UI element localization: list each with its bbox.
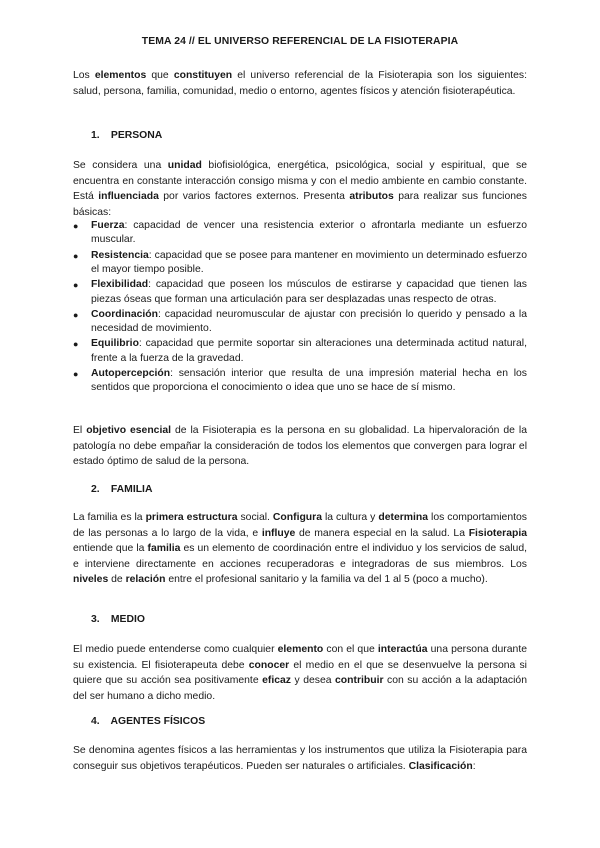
- section-number: 1.: [91, 130, 100, 141]
- list-item-term: Resistencia: [91, 249, 149, 261]
- bullet-icon: ●: [73, 339, 79, 350]
- bullet-icon: ●: [73, 309, 79, 320]
- emphasis-text: influenciada: [98, 191, 159, 202]
- body-text: Se considera una: [73, 160, 168, 171]
- emphasis-text: niveles: [73, 574, 109, 585]
- list-item-term: Autopercepción: [91, 368, 171, 380]
- emphasis-text: Fisioterapia: [468, 527, 528, 539]
- list-item: [73, 337, 527, 366]
- body-text: la cultura y: [321, 512, 379, 523]
- body-text: Los: [73, 70, 95, 81]
- emphasis-text: interactúa: [377, 644, 428, 655]
- emphasis-text: primera estructura: [145, 512, 238, 523]
- emphasis-text: objetivo esencial: [86, 425, 172, 436]
- list-item-term: Equilibrio: [91, 338, 139, 350]
- body-text: Se denomina agentes físicos a las herramientas y los instrumentos que utiliza la Fisioterapia para conseguir sus objetivos terapéuticos. Pueden ser naturales o artificiales.: [73, 745, 527, 772]
- bullet-icon: ●: [73, 369, 79, 380]
- section-title: PERSONA: [110, 130, 163, 141]
- body-text: El medio puede entenderse como cualquier: [73, 644, 278, 655]
- list-item: [73, 249, 527, 278]
- body-text: que: [146, 70, 174, 81]
- body-text: una persona durante su existencia. El fisioterapeuta debe: [73, 644, 527, 671]
- list-item: [73, 278, 527, 307]
- emphasis-text: conocer: [248, 659, 290, 671]
- page-title: TEMA 24 // EL UNIVERSO REFERENCIAL DE LA FISIOTERAPIA: [141, 36, 459, 47]
- list-item: [73, 367, 527, 396]
- emphasis-text: constituyen: [173, 70, 233, 81]
- list-item-text: : capacidad de vencer una resistencia exterior o afrontarla mediante un esfuerzo muscular.: [91, 220, 527, 246]
- body-text: social.: [237, 512, 273, 523]
- body-text: El: [73, 425, 87, 436]
- emphasis-text: influye: [261, 527, 296, 539]
- list-item-term: Flexibilidad: [91, 279, 149, 291]
- persona-paragraph: [73, 158, 527, 220]
- body-text: :: [472, 760, 476, 772]
- section-title: FAMILIA: [110, 484, 153, 495]
- body-text: el universo referencial de la Fisioterapia son los siguientes: salud, persona, familia, comunidad, medio o entorno, agentes físicos y atención fisioterapéutica.: [73, 70, 527, 97]
- emphasis-text: familia: [147, 543, 181, 554]
- body-text: de: [108, 574, 126, 585]
- body-text: de manera especial en la salud. La: [295, 527, 469, 539]
- section-heading-agentes-fisicos: [91, 716, 205, 727]
- medio-paragraph: [73, 642, 527, 704]
- body-text: de la Fisioterapia es la persona en su globalidad. La hipervaloración de la patología no debe empañar la consideración de todos los elementos que convergen para lograr el estado óptimo de salud de la persona.: [73, 425, 527, 467]
- list-item-term: Coordinación: [91, 308, 158, 320]
- list-item-text: : sensación interior que resulta de una impresión material hecha en los sentidos que proporciona el conocimiento o idea que uno se hace de sí mismo.: [91, 368, 527, 394]
- intro-paragraph: [73, 68, 527, 99]
- persona-attributes-list: [73, 219, 527, 397]
- body-text: con su acción a la adaptación del ser humano a dicho medio.: [73, 675, 527, 702]
- emphasis-text: atributos: [349, 191, 394, 202]
- body-text: y desea: [291, 675, 336, 686]
- section-heading-persona: [91, 130, 162, 141]
- emphasis-text: elementos: [94, 70, 147, 81]
- bullet-icon: ●: [73, 250, 79, 261]
- body-text: es un elemento de coordinación entre el individuo y los servicios de salud, e interviene directamente en acciones recuperadoras e integradoras de sus miembros. Los: [73, 543, 528, 570]
- body-text: los comportamientos de las personas a lo largo de la vida, e: [73, 512, 527, 539]
- list-item: [73, 308, 527, 337]
- list-item-term: Fuerza: [91, 220, 125, 231]
- body-text: el medio en el que se desenvuelve la persona si quiere que su acción sea positivamente: [73, 659, 527, 686]
- emphasis-text: Configura: [272, 512, 322, 523]
- section-number: 4.: [91, 716, 100, 727]
- emphasis-text: contribuir: [335, 675, 384, 686]
- body-text: La familia es la: [73, 512, 146, 523]
- bullet-icon: ●: [73, 221, 79, 231]
- body-text: con el que: [323, 644, 378, 655]
- list-item-text: : capacidad que poseen los músculos de estirarse y capacidad que tienen las piezas óseas que forman una articulación para ser desplazadas unas respecto de otras.: [91, 279, 527, 305]
- bullet-icon: ●: [73, 280, 79, 291]
- body-text: biofisiológica, energética, psicológica, social y espiritual, que se encuentra en constante interacción consigo misma y con el medio ambiente en cambio constante. Está: [73, 160, 527, 202]
- emphasis-text: relación: [125, 574, 166, 585]
- section-title: AGENTES FÍSICOS: [110, 716, 206, 727]
- body-text: por varios factores externos. Presenta: [158, 191, 350, 202]
- emphasis-text: elemento: [277, 644, 324, 655]
- list-item-text: : capacidad neuromuscular de ajustar con precisión lo querido y pensado a la necesidad de movimiento.: [91, 308, 527, 335]
- emphasis-text: determina: [378, 512, 429, 523]
- agentes-fisicos-paragraph: [73, 743, 527, 774]
- persona-closing-paragraph: [73, 423, 527, 470]
- section-heading-familia: [91, 484, 152, 495]
- emphasis-text: eficaz: [262, 675, 291, 686]
- section-title: MEDIO: [110, 614, 145, 625]
- section-number: 2.: [91, 484, 100, 495]
- section-number: 3.: [91, 614, 100, 625]
- list-item-text: : capacidad que permite soportar sin alteraciones una determinada actitud natural, frente a la fuerza de la gravedad.: [91, 338, 527, 364]
- list-item: [73, 219, 527, 248]
- familia-paragraph: [73, 510, 527, 588]
- list-item-text: : capacidad que se posee para mantener en movimiento un determinado esfuerzo el mayor tiempo posible.: [91, 249, 527, 276]
- section-heading-medio: [91, 614, 145, 625]
- emphasis-text: Clasificación: [408, 760, 473, 772]
- body-text: entiende que la: [73, 543, 148, 554]
- emphasis-text: unidad: [167, 160, 202, 171]
- body-text: entre el profesional sanitario y la familia va del 1 al 5 (poco a mucho).: [165, 574, 488, 585]
- body-text: para realizar sus funciones básicas:: [73, 191, 527, 218]
